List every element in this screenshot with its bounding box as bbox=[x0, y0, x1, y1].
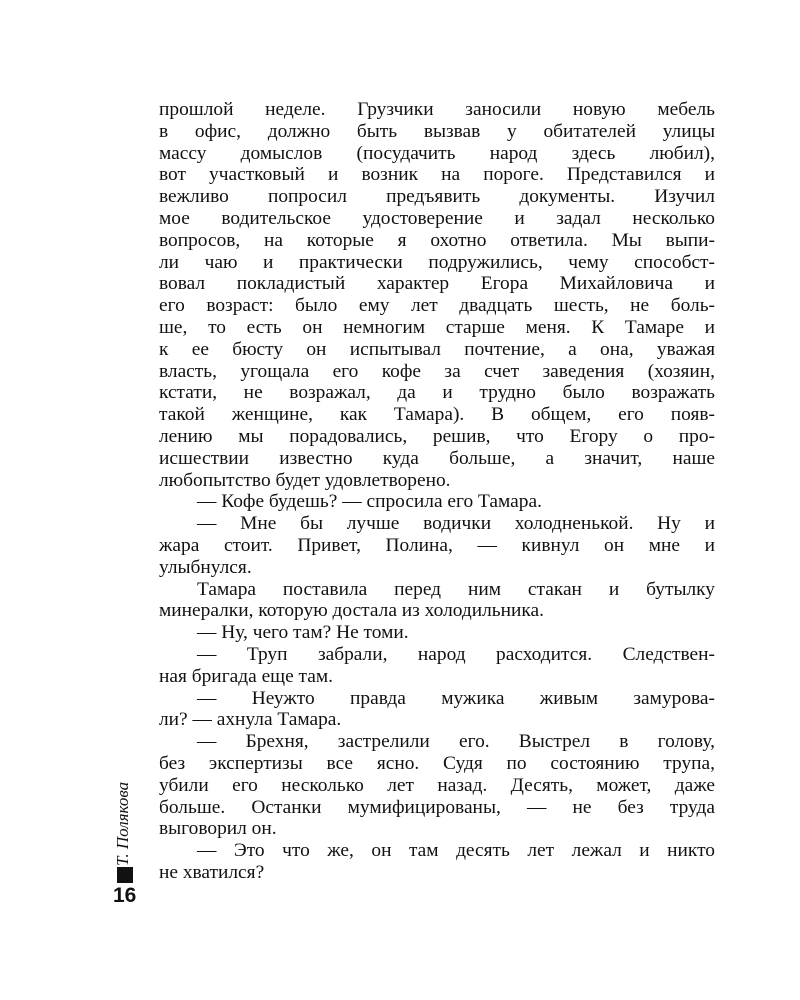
text-line: не хватился? bbox=[159, 861, 265, 883]
text-line: ная бригада еще там. bbox=[159, 665, 333, 687]
text-line: ше, то есть он немногим старше меня. К Тамаре и bbox=[159, 316, 715, 338]
text-line: к ее бюсту он испытывал почтение, а она, уважая bbox=[159, 338, 715, 360]
text-line: ли чаю и практически подружились, чему способст- bbox=[159, 251, 715, 273]
text-line: вот участковый и возник на пороге. Представился и bbox=[159, 164, 715, 186]
text-line: вопросов, на которые я охотно ответила. Мы выпи- bbox=[159, 229, 715, 251]
text-line: власть, угощала его кофе за счет заведения (хозяин, bbox=[159, 360, 715, 382]
text-line: улыбнулся. bbox=[159, 556, 252, 578]
text-line: — Труп забрали, народ расходится. Следствен- bbox=[197, 643, 715, 665]
text-line: ли? — ахнула Тамара. bbox=[159, 709, 342, 731]
text-line: в офис, должно быть вызвав у обитателей улицы bbox=[159, 120, 715, 142]
text-line: — Ну, чего там? Не томи. bbox=[197, 622, 409, 644]
text-line: его возраст: было ему лет двадцать шесть, не боль- bbox=[159, 295, 715, 317]
text-line: больше. Останки мумифицированы, — не без труда bbox=[159, 796, 715, 818]
text-line: минералки, которую достала из холодильника. bbox=[159, 600, 544, 622]
text-line: — Кофе будешь? — спросила его Тамара. bbox=[197, 491, 542, 513]
text-line: прошлой неделе. Грузчики заносили новую мебель bbox=[159, 99, 715, 120]
text-line: — Неужто правда мужика живым замурова- bbox=[197, 687, 715, 709]
text-line: мое водительское удостоверение и задал несколько bbox=[159, 207, 715, 229]
text-line: — Это что же, он там десять лет лежал и никто bbox=[197, 840, 715, 862]
text-line: убили его несколько лет назад. Десять, может, даже bbox=[159, 774, 715, 796]
text-line: лению мы порадовались, решив, что Егору о про- bbox=[159, 425, 715, 447]
text-line: жара стоит. Привет, Полина, — кивнул он мне и bbox=[159, 534, 715, 556]
running-author: Т. Полякова bbox=[113, 781, 132, 866]
text-line: такой женщине, как Тамара). В общем, его появ- bbox=[159, 404, 715, 426]
text-line: исшествии известно куда больше, а значит, наше bbox=[159, 447, 715, 469]
text-line: любопытство будет удовлетворено. bbox=[159, 469, 451, 491]
body-text bbox=[159, 99, 715, 884]
text-line: Тамара поставила перед ним стакан и бутылку bbox=[197, 578, 715, 600]
text-line: без экспертизы все ясно. Судя по состоянию трупа, bbox=[159, 752, 715, 774]
text-line: вовал покладистый характер Егора Михайловича и bbox=[159, 273, 715, 295]
text-line: кстати, не возражал, да и трудно было возражать bbox=[159, 382, 715, 404]
page-number: 16 bbox=[113, 884, 137, 907]
page-marker-square bbox=[117, 867, 133, 883]
text-line: массу домыслов (посудачить народ здесь любил), bbox=[159, 142, 715, 164]
text-line: выговорил он. bbox=[159, 818, 277, 840]
text-line: вежливо попросил предъявить документы. Изучил bbox=[159, 186, 715, 208]
text-line: — Брехня, застрелили его. Выстрел в голову, bbox=[197, 731, 715, 753]
text-line: — Мне бы лучше водички холодненькой. Ну и bbox=[197, 513, 715, 535]
